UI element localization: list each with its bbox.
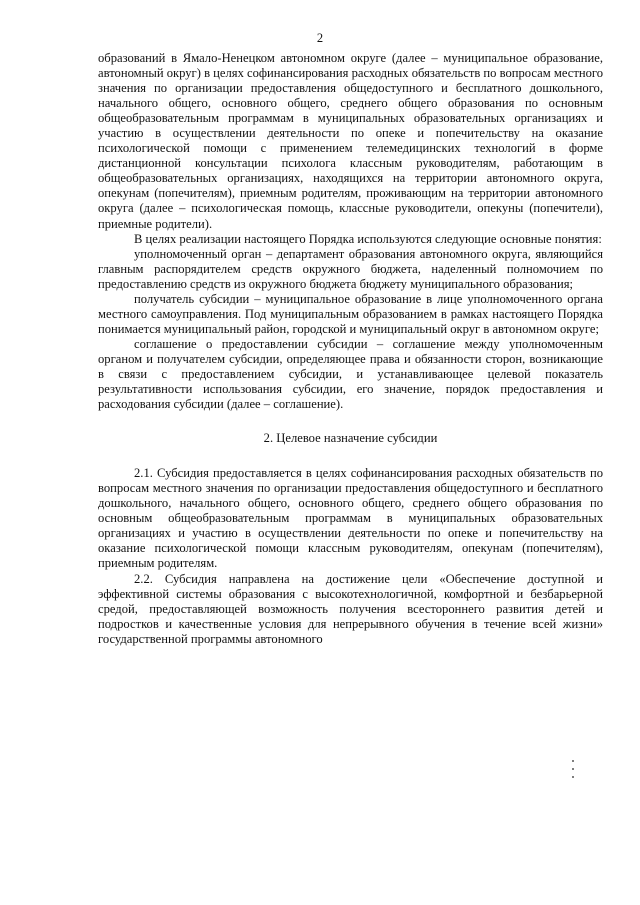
scan-speck	[572, 760, 574, 762]
paragraph-definition-agreement: соглашение о предоставлении субсидии – соглашение между уполномоченным органом и получателем субсидии, определяющее права и обязанности сторон, возникающие в связи с предоставлением субсидии, и устанавливающее целевой показатель результативности использования субсидии, его значение, порядок предоставления и расходования субсидии (далее – соглашение).	[98, 336, 603, 412]
paragraph-intro-continuation: образований в Ямало-Ненецком автономном округе (далее – муниципальное образование, автономный округ) в целях софинансирования расходных обязательств по вопросам местного значения по организации предоставления общедоступного и бесплатного дошкольного, начального общего, основного общего, среднего общего образования по основным общеобразовательным программам в муниципальных образовательных организациях и участию в осуществлении деятельности по опеке и попечительству на оказание психологической помощи с применением телемедицинских технологий в форме дистанционной консультации психолога классным руководителям, работающим в общеобразовательных организациях, находящихся на территории автономного округа, опекунам (попечителям), приемным родителям, проживающим на территории автономного округа (далее – психологическая помощь, классные руководители, опекуны (попечители), приемные родители).	[98, 51, 604, 231]
page-number: 2	[316, 31, 324, 45]
section-heading: 2. Целевое назначение субсидии	[263, 431, 438, 446]
paragraph-definitions-lead: В целях реализации настоящего Порядка используются следующие основные понятия:	[134, 231, 602, 246]
scan-speck	[572, 776, 574, 778]
scan-speck	[572, 768, 574, 770]
paragraph-2-2: 2.2. Субсидия направлена на достижение цели «Обеспечение доступной и эффективной системы образования с высокотехнологичной, комфортной и безбарьерной средой, предоставляющей возможность получения всестороннего развития детей и подростков и качественные условия для непрерывного обучения в течение всей жизни» государственной программы автономного	[98, 571, 603, 646]
paragraph-2-1: 2.1. Субсидия предоставляется в целях софинансирования расходных обязательств по вопросам местного значения по организации предоставления общедоступного и бесплатного дошкольного, начального общего, основного общего, среднего общего образования по основным общеобразовательным программам в муниципальных образовательных организациях и участию в осуществлении деятельности по опеке и попечительству на оказание психологической помощи классным руководителям, опекунам (попечителям), приемным родителям.	[98, 466, 603, 571]
document-body	[98, 51, 603, 647]
paragraph-definition-authorized-body: уполномоченный орган – департамент образования автономного округа, являющийся главным распорядителем средств окружного бюджета, наделенный полномочием по предоставлению средств из окружного бюджета бюджету муниципального образования;	[98, 246, 603, 291]
paragraph-definition-recipient: получатель субсидии – муниципальное образование в лице уполномоченного органа местного самоуправления. Под муниципальным образованием в рамках настоящего Порядка понимается муниципальный район, городской и муниципальный округ в автономном округе;	[98, 291, 603, 336]
